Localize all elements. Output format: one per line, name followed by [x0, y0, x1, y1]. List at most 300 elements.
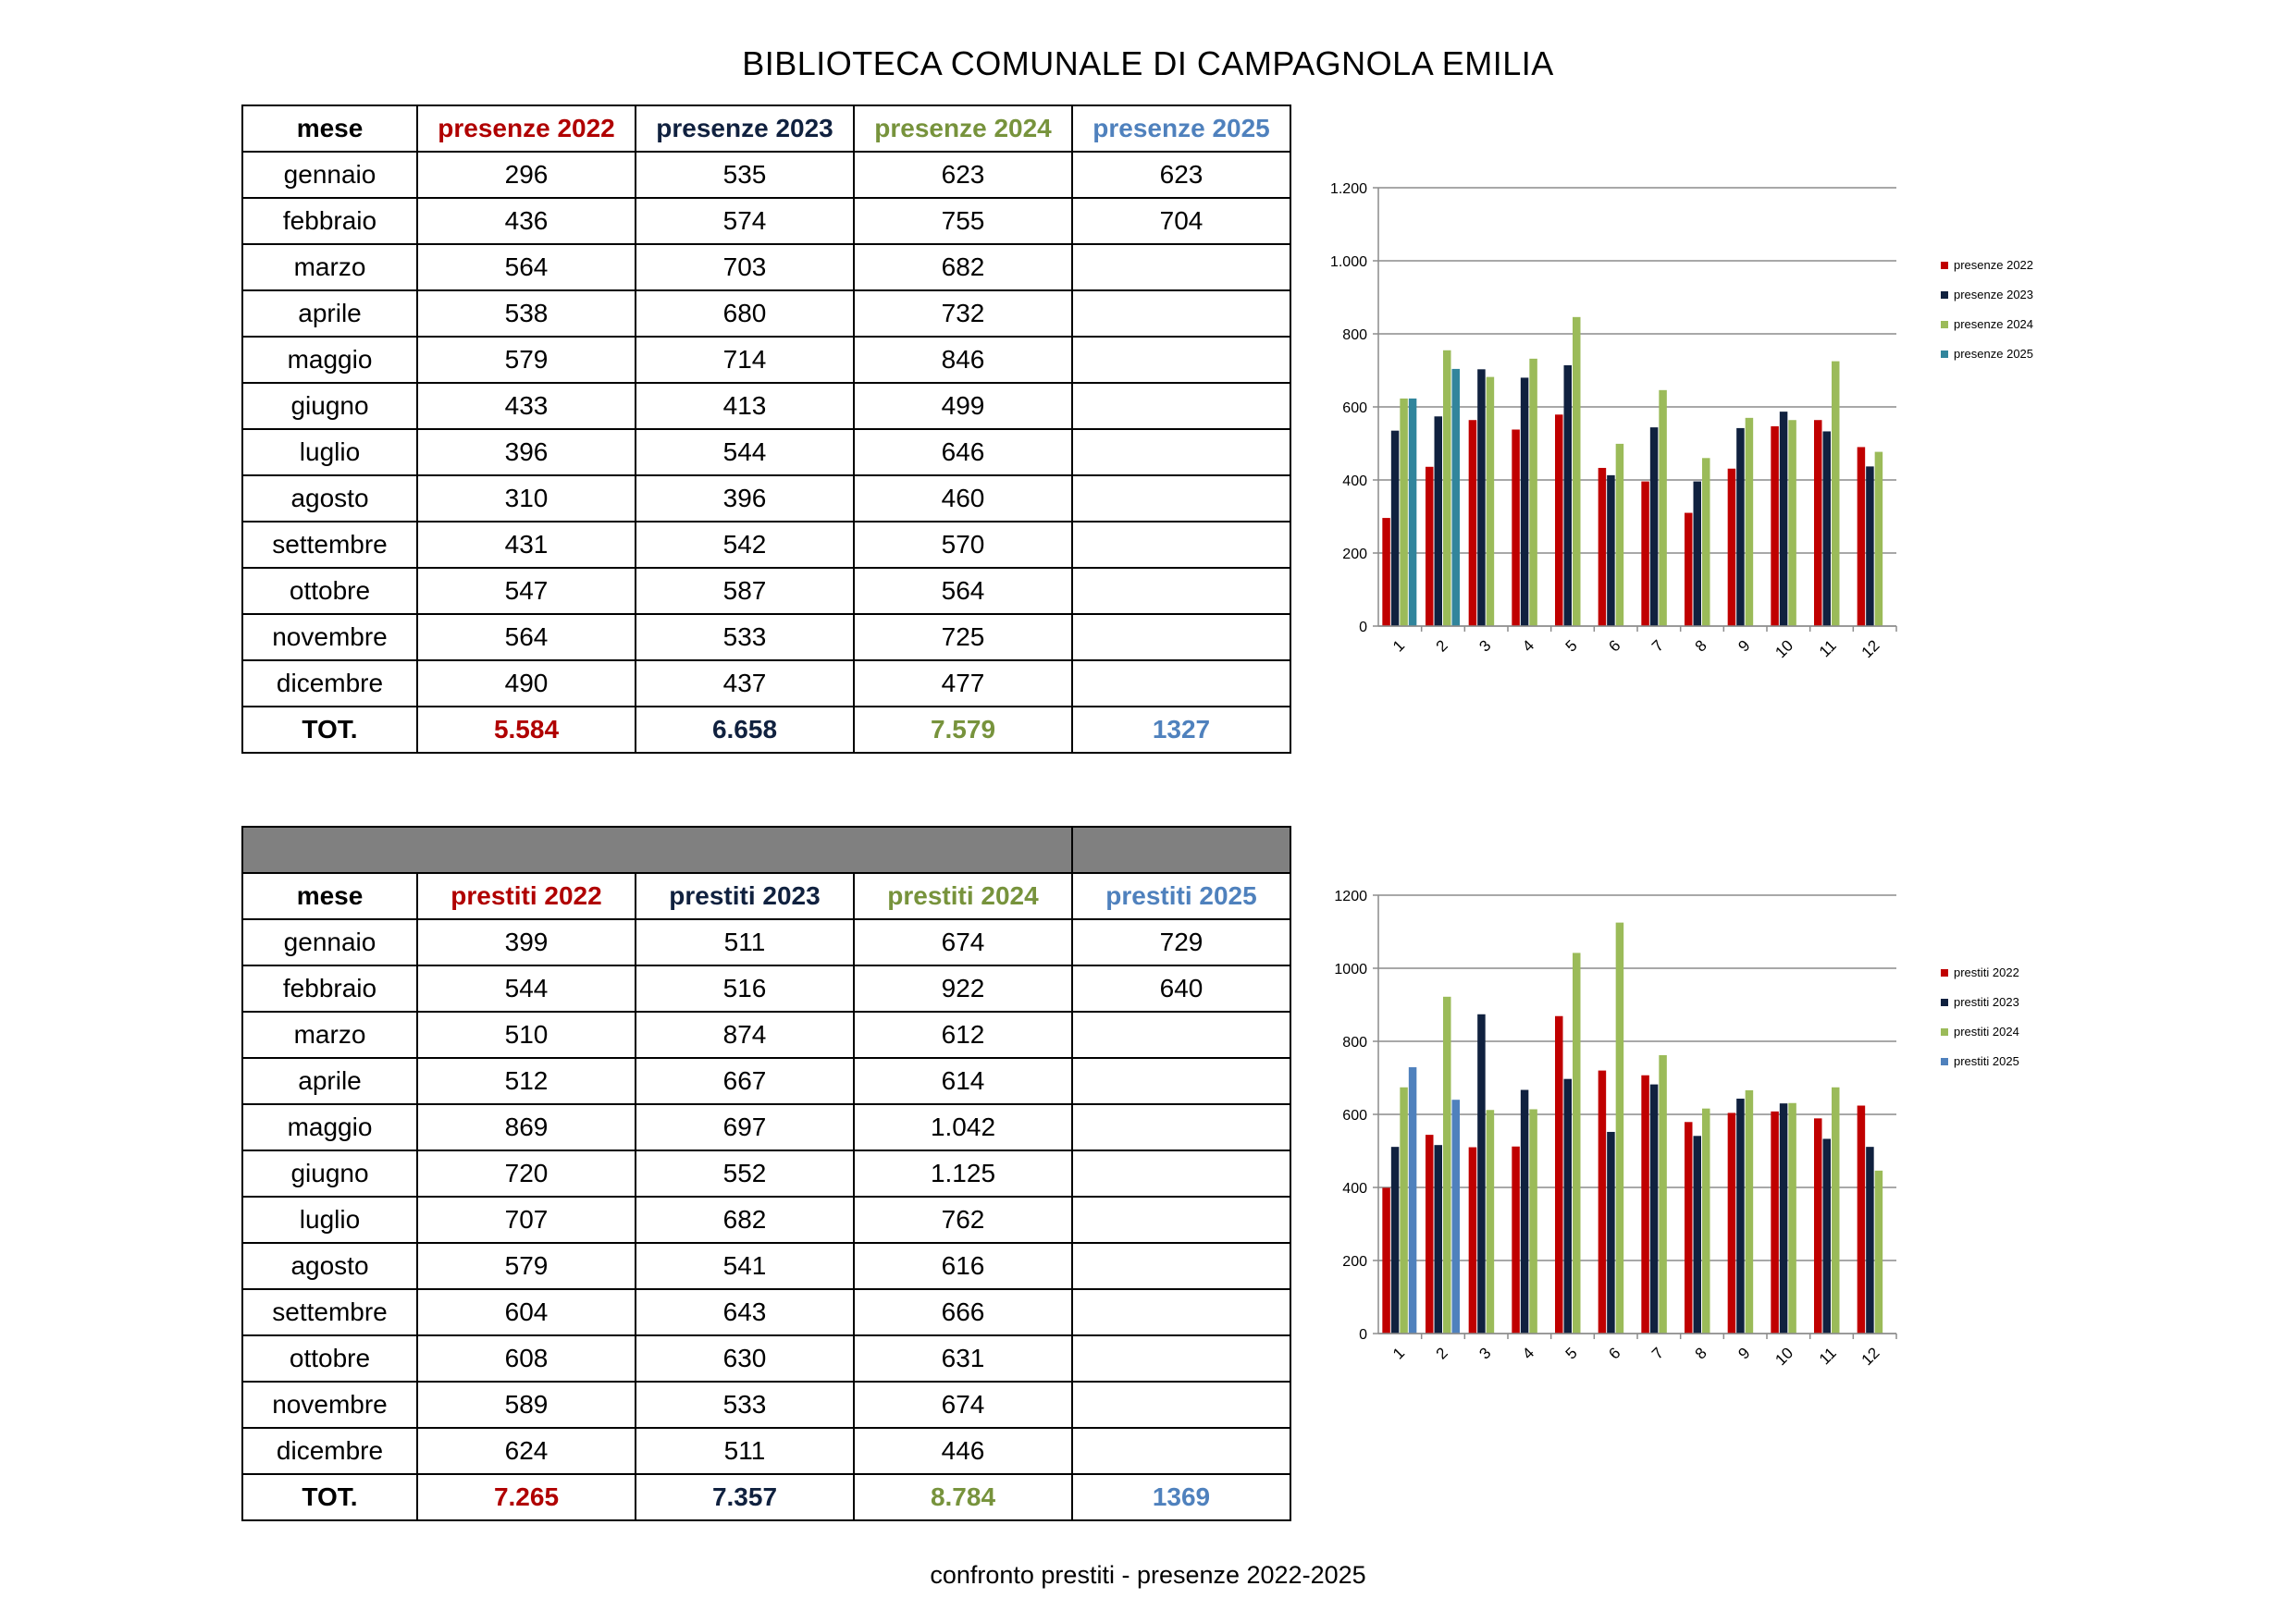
prestiti-table — [241, 826, 1291, 1521]
bar — [1443, 997, 1451, 1334]
bar — [1521, 1090, 1529, 1334]
bar — [1477, 1014, 1486, 1334]
month-cell: settembre — [242, 522, 417, 568]
total-cell: 7.357 — [636, 1474, 854, 1520]
value-cell: 643 — [636, 1289, 854, 1335]
bar — [1555, 414, 1563, 626]
value-cell: 547 — [417, 568, 636, 614]
column-header: mese — [242, 873, 417, 919]
y-tick-label: 200 — [1342, 1254, 1367, 1270]
bar — [1702, 1109, 1710, 1334]
month-cell: luglio — [242, 429, 417, 475]
value-cell: 535 — [636, 152, 854, 198]
total-cell: 1327 — [1072, 707, 1290, 753]
bar — [1573, 953, 1581, 1334]
value-cell: 604 — [417, 1289, 636, 1335]
y-tick-label: 0 — [1359, 620, 1367, 635]
value-cell: 490 — [417, 660, 636, 707]
value-cell: 533 — [636, 614, 854, 660]
y-tick-label: 600 — [1342, 1108, 1367, 1124]
y-tick-label: 800 — [1342, 327, 1367, 343]
x-tick-label: 12 — [1858, 1344, 1883, 1370]
value-cell: 666 — [854, 1289, 1072, 1335]
table-row — [242, 1150, 1290, 1197]
table-row — [242, 522, 1290, 568]
value-cell: 564 — [854, 568, 1072, 614]
table-row — [242, 614, 1290, 660]
bar — [1477, 369, 1486, 626]
column-header: prestiti 2024 — [854, 873, 1072, 919]
value-cell — [1072, 1289, 1290, 1335]
bar — [1659, 1055, 1667, 1334]
bar — [1529, 359, 1537, 626]
bar — [1512, 1147, 1520, 1334]
bar — [1694, 1136, 1702, 1334]
value-cell — [1072, 337, 1290, 383]
value-cell: 574 — [636, 198, 854, 244]
table-row — [242, 568, 1290, 614]
month-cell: aprile — [242, 290, 417, 337]
bar — [1564, 365, 1573, 626]
legend-swatch — [1941, 1058, 1948, 1065]
value-cell — [1072, 1104, 1290, 1150]
legend-swatch — [1941, 350, 1948, 358]
header-row — [242, 873, 1290, 919]
column-header: presenze 2025 — [1072, 105, 1290, 152]
value-cell: 640 — [1072, 965, 1290, 1012]
bar — [1599, 468, 1607, 626]
table-row — [242, 429, 1290, 475]
bar — [1564, 1079, 1573, 1334]
column-header: prestiti 2022 — [417, 873, 636, 919]
column-header: presenze 2022 — [417, 105, 636, 152]
value-cell: 922 — [854, 965, 1072, 1012]
bar — [1858, 1106, 1866, 1334]
table-row — [242, 475, 1290, 522]
y-tick-label: 1200 — [1334, 889, 1367, 904]
table-row — [242, 919, 1290, 965]
column-header: mese — [242, 105, 417, 152]
legend-label: prestiti 2023 — [1954, 995, 2019, 1009]
value-cell: 874 — [636, 1012, 854, 1058]
bar — [1694, 482, 1702, 626]
bar — [1650, 427, 1659, 626]
bar — [1736, 1099, 1745, 1334]
value-cell: 460 — [854, 475, 1072, 522]
value-cell: 396 — [636, 475, 854, 522]
totals-row — [242, 1474, 1290, 1520]
table-row — [242, 337, 1290, 383]
bar — [1641, 1076, 1649, 1334]
bar — [1814, 420, 1822, 626]
month-cell: marzo — [242, 1012, 417, 1058]
x-tick-label: 10 — [1771, 636, 1797, 662]
bar — [1426, 467, 1434, 626]
value-cell — [1072, 1058, 1290, 1104]
value-cell: 436 — [417, 198, 636, 244]
value-cell: 614 — [854, 1058, 1072, 1104]
y-tick-label: 1000 — [1334, 962, 1367, 977]
value-cell: 612 — [854, 1012, 1072, 1058]
value-cell: 682 — [636, 1197, 854, 1243]
bar — [1875, 1171, 1883, 1334]
bar — [1512, 429, 1520, 626]
total-cell: 7.579 — [854, 707, 1072, 753]
bar — [1487, 377, 1495, 626]
table-row — [242, 383, 1290, 429]
value-cell — [1072, 1335, 1290, 1382]
month-cell: settembre — [242, 1289, 417, 1335]
value-cell: 1.125 — [854, 1150, 1072, 1197]
x-tick-label: 9 — [1734, 1344, 1754, 1363]
bar — [1858, 447, 1866, 626]
legend-label: presenze 2022 — [1954, 258, 2034, 272]
value-cell: 510 — [417, 1012, 636, 1058]
bar — [1521, 377, 1529, 626]
x-tick-label: 5 — [1562, 1344, 1581, 1363]
value-cell: 396 — [417, 429, 636, 475]
value-cell: 623 — [1072, 152, 1290, 198]
value-cell: 570 — [854, 522, 1072, 568]
bar — [1607, 475, 1615, 626]
value-cell — [1072, 383, 1290, 429]
bar — [1391, 1147, 1400, 1334]
value-cell: 552 — [636, 1150, 854, 1197]
bar — [1391, 431, 1400, 626]
value-cell: 682 — [854, 244, 1072, 290]
x-tick-label: 11 — [1815, 636, 1840, 661]
value-cell: 680 — [636, 290, 854, 337]
table-row — [242, 1058, 1290, 1104]
legend-label: prestiti 2024 — [1954, 1025, 2019, 1039]
bar — [1469, 420, 1477, 626]
x-tick-label: 1 — [1389, 1344, 1409, 1363]
table-row — [242, 1289, 1290, 1335]
bar — [1788, 420, 1796, 626]
bar — [1728, 469, 1736, 626]
value-cell: 725 — [854, 614, 1072, 660]
bar — [1832, 1088, 1840, 1334]
value-cell: 667 — [636, 1058, 854, 1104]
total-cell: TOT. — [242, 1474, 417, 1520]
value-cell — [1072, 244, 1290, 290]
legend-swatch — [1941, 291, 1948, 299]
bar — [1599, 1071, 1607, 1334]
value-cell: 623 — [854, 152, 1072, 198]
x-tick-label: 7 — [1648, 636, 1668, 656]
value-cell: 630 — [636, 1335, 854, 1382]
table-row — [242, 1382, 1290, 1428]
totals-row — [242, 707, 1290, 753]
table-row — [242, 660, 1290, 707]
bar — [1685, 1122, 1693, 1334]
value-cell: 704 — [1072, 198, 1290, 244]
total-cell: 6.658 — [636, 707, 854, 753]
table-row — [242, 290, 1290, 337]
legend-swatch — [1941, 999, 1948, 1006]
month-cell: ottobre — [242, 1335, 417, 1382]
value-cell: 437 — [636, 660, 854, 707]
month-cell: agosto — [242, 1243, 417, 1289]
bar — [1469, 1148, 1477, 1334]
value-cell — [1072, 614, 1290, 660]
table-row — [242, 1012, 1290, 1058]
column-header: presenze 2024 — [854, 105, 1072, 152]
legend-label: presenze 2024 — [1954, 317, 2034, 331]
bar — [1555, 1016, 1563, 1334]
bar — [1746, 1090, 1754, 1334]
bar — [1771, 426, 1779, 626]
bar — [1702, 458, 1710, 626]
bar — [1452, 369, 1461, 626]
legend-label: prestiti 2025 — [1954, 1054, 2019, 1068]
bar — [1616, 923, 1624, 1334]
month-cell: aprile — [242, 1058, 417, 1104]
bar — [1400, 399, 1408, 626]
total-cell: 7.265 — [417, 1474, 636, 1520]
table-row — [242, 152, 1290, 198]
value-cell: 516 — [636, 965, 854, 1012]
y-tick-label: 400 — [1342, 473, 1367, 489]
x-tick-label: 9 — [1734, 636, 1754, 656]
month-cell: giugno — [242, 383, 417, 429]
value-cell — [1072, 1428, 1290, 1474]
bar — [1659, 390, 1667, 626]
bar — [1435, 416, 1443, 626]
value-cell: 729 — [1072, 919, 1290, 965]
month-cell: novembre — [242, 614, 417, 660]
value-cell: 714 — [636, 337, 854, 383]
bar — [1529, 1109, 1537, 1334]
legend-swatch — [1941, 969, 1948, 977]
month-cell: dicembre — [242, 660, 417, 707]
value-cell: 846 — [854, 337, 1072, 383]
presenze-bar-chart — [1295, 171, 2054, 689]
value-cell: 869 — [417, 1104, 636, 1150]
value-cell: 446 — [854, 1428, 1072, 1474]
value-cell: 762 — [854, 1197, 1072, 1243]
value-cell: 538 — [417, 290, 636, 337]
bar — [1573, 317, 1581, 626]
value-cell: 431 — [417, 522, 636, 568]
x-tick-label: 8 — [1691, 636, 1710, 656]
column-header: presenze 2023 — [636, 105, 854, 152]
bar — [1823, 431, 1832, 626]
bar — [1400, 1088, 1408, 1334]
value-cell: 564 — [417, 614, 636, 660]
bar — [1435, 1145, 1443, 1334]
value-cell: 542 — [636, 522, 854, 568]
value-cell: 399 — [417, 919, 636, 965]
value-cell: 499 — [854, 383, 1072, 429]
value-cell — [1072, 475, 1290, 522]
value-cell: 755 — [854, 198, 1072, 244]
table-row — [242, 1197, 1290, 1243]
bar — [1685, 513, 1693, 626]
value-cell: 511 — [636, 919, 854, 965]
bar — [1382, 1187, 1390, 1334]
value-cell — [1072, 1382, 1290, 1428]
y-tick-label: 800 — [1342, 1035, 1367, 1051]
column-header: prestiti 2025 — [1072, 873, 1290, 919]
value-cell — [1072, 429, 1290, 475]
y-tick-label: 1.200 — [1329, 181, 1367, 197]
value-cell: 631 — [854, 1335, 1072, 1382]
value-cell: 544 — [417, 965, 636, 1012]
x-tick-label: 11 — [1815, 1344, 1840, 1369]
x-tick-label: 1 — [1389, 636, 1409, 656]
x-tick-label: 3 — [1475, 1344, 1495, 1363]
x-tick-label: 12 — [1858, 636, 1883, 662]
legend-swatch — [1941, 1028, 1948, 1036]
value-cell: 697 — [636, 1104, 854, 1150]
value-cell: 674 — [854, 1382, 1072, 1428]
legend-label: presenze 2023 — [1954, 288, 2034, 301]
bar — [1607, 1132, 1615, 1334]
value-cell: 413 — [636, 383, 854, 429]
value-cell: 1.042 — [854, 1104, 1072, 1150]
month-cell: novembre — [242, 1382, 417, 1428]
x-tick-label: 2 — [1432, 636, 1451, 656]
value-cell: 477 — [854, 660, 1072, 707]
value-cell: 674 — [854, 919, 1072, 965]
month-cell: dicembre — [242, 1428, 417, 1474]
total-cell: 8.784 — [854, 1474, 1072, 1520]
bar — [1650, 1085, 1659, 1334]
x-tick-label: 3 — [1475, 636, 1495, 656]
month-cell: gennaio — [242, 919, 417, 965]
y-tick-label: 1.000 — [1329, 254, 1367, 270]
y-tick-label: 600 — [1342, 400, 1367, 416]
value-cell: 541 — [636, 1243, 854, 1289]
value-cell: 433 — [417, 383, 636, 429]
table-row — [242, 1243, 1290, 1289]
bar — [1771, 1112, 1779, 1334]
value-cell: 511 — [636, 1428, 854, 1474]
x-tick-label: 4 — [1519, 1344, 1538, 1363]
month-cell: luglio — [242, 1197, 417, 1243]
legend-label: presenze 2025 — [1954, 347, 2034, 361]
x-tick-label: 10 — [1771, 1344, 1797, 1370]
bar — [1641, 482, 1649, 626]
value-cell: 579 — [417, 1243, 636, 1289]
presenze-table — [241, 105, 1291, 754]
prestiti-bar-chart — [1295, 879, 2054, 1396]
value-cell: 296 — [417, 152, 636, 198]
total-cell: 5.584 — [417, 707, 636, 753]
table-row — [242, 1335, 1290, 1382]
table-row — [242, 244, 1290, 290]
bar — [1866, 466, 1874, 626]
bar — [1487, 1110, 1495, 1334]
value-cell — [1072, 1197, 1290, 1243]
separator-cell — [1072, 827, 1290, 873]
value-cell: 544 — [636, 429, 854, 475]
page-footer: confronto prestiti - presenze 2022-2025 — [930, 1561, 1366, 1589]
bar — [1426, 1135, 1434, 1334]
value-cell: 533 — [636, 1382, 854, 1428]
month-cell: gennaio — [242, 152, 417, 198]
bar — [1409, 399, 1417, 626]
x-tick-label: 8 — [1691, 1344, 1710, 1363]
legend-swatch — [1941, 262, 1948, 269]
bar — [1616, 444, 1624, 626]
table-row — [242, 198, 1290, 244]
bar — [1832, 362, 1840, 626]
bar — [1746, 418, 1754, 626]
y-tick-label: 200 — [1342, 547, 1367, 562]
legend-swatch — [1941, 321, 1948, 328]
value-cell — [1072, 1150, 1290, 1197]
x-tick-label: 6 — [1605, 636, 1624, 656]
value-cell: 616 — [854, 1243, 1072, 1289]
bar — [1866, 1147, 1874, 1334]
value-cell: 624 — [417, 1428, 636, 1474]
bar — [1780, 412, 1788, 626]
bar — [1780, 1103, 1788, 1334]
month-cell: maggio — [242, 1104, 417, 1150]
header-row — [242, 105, 1290, 152]
column-header: prestiti 2023 — [636, 873, 854, 919]
bar — [1382, 518, 1390, 626]
month-cell: agosto — [242, 475, 417, 522]
value-cell: 707 — [417, 1197, 636, 1243]
month-cell: ottobre — [242, 568, 417, 614]
value-cell: 579 — [417, 337, 636, 383]
bar — [1814, 1118, 1822, 1334]
x-tick-label: 5 — [1562, 636, 1581, 656]
month-cell: febbraio — [242, 965, 417, 1012]
bar — [1728, 1113, 1736, 1334]
value-cell: 512 — [417, 1058, 636, 1104]
separator-row — [242, 827, 1290, 873]
value-cell — [1072, 1243, 1290, 1289]
value-cell: 564 — [417, 244, 636, 290]
y-tick-label: 0 — [1359, 1327, 1367, 1343]
month-cell: maggio — [242, 337, 417, 383]
x-tick-label: 2 — [1432, 1344, 1451, 1363]
value-cell: 703 — [636, 244, 854, 290]
value-cell: 587 — [636, 568, 854, 614]
value-cell — [1072, 1012, 1290, 1058]
separator-cell — [242, 827, 1072, 873]
value-cell: 646 — [854, 429, 1072, 475]
table-row — [242, 1428, 1290, 1474]
table-row — [242, 965, 1290, 1012]
bar — [1736, 428, 1745, 626]
month-cell: febbraio — [242, 198, 417, 244]
value-cell: 732 — [854, 290, 1072, 337]
x-tick-label: 6 — [1605, 1344, 1624, 1363]
legend-label: prestiti 2022 — [1954, 965, 2019, 979]
bar — [1788, 1103, 1796, 1334]
total-cell: TOT. — [242, 707, 417, 753]
value-cell: 589 — [417, 1382, 636, 1428]
month-cell: marzo — [242, 244, 417, 290]
value-cell: 310 — [417, 475, 636, 522]
bar — [1443, 350, 1451, 626]
bar — [1875, 452, 1883, 626]
x-tick-label: 7 — [1648, 1344, 1668, 1363]
value-cell: 720 — [417, 1150, 636, 1197]
value-cell — [1072, 290, 1290, 337]
value-cell: 608 — [417, 1335, 636, 1382]
page-title: BIBLIOTECA COMUNALE DI CAMPAGNOLA EMILIA — [742, 44, 1554, 82]
value-cell — [1072, 660, 1290, 707]
bar — [1452, 1100, 1461, 1334]
value-cell — [1072, 568, 1290, 614]
bar — [1823, 1138, 1832, 1334]
